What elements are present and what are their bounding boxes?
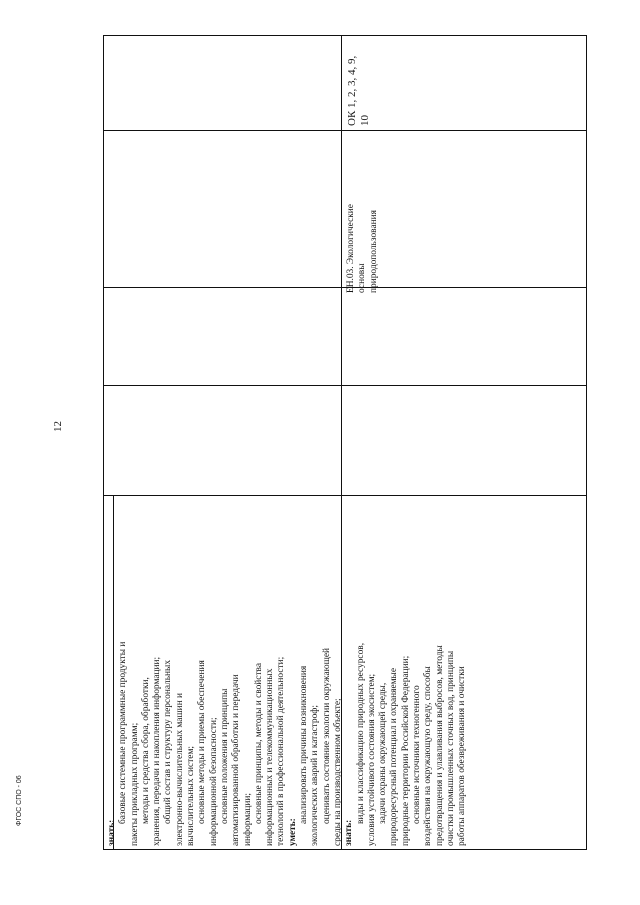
requirement-line: среды на производственном объекте; [332,698,343,846]
requirement-line: экологических аварий и катастроф; [310,705,321,846]
requirement-line: вычислительных систем; [186,745,197,846]
requirement-line: оценивать состояние экологии окружающей [321,647,332,824]
competency-cell [346,36,386,126]
requirement-line: базовые системные программные продукты и [118,641,129,824]
requirement-line: очистки промышленных сточных вод, принципы [445,650,456,846]
discipline-line: природопользования [368,210,379,293]
competency-line: 10 [359,115,371,126]
requirement-line: задачи охраны окружающей среды, [378,682,389,824]
requirement-line: анализировать причины возникновения [299,665,310,824]
requirement-line: информационных и телекоммуникационных [265,668,276,846]
requirement-line: воздействия на окружающую среду, способы [423,666,434,846]
column-divider [103,385,587,386]
discipline-line: основы [357,263,368,293]
competency-line: ОК 1, 2, 3, 4, 9, [346,55,358,126]
table-border-top [103,35,587,36]
requirement-line: технологий в профессиональной деятельности; [276,656,287,846]
footer-standard-code: ФГОС СПО - 06 [16,775,23,826]
requirement-line: основные положения и принципы [219,688,230,824]
requirement-line: предотвращения и улавливания выбросов, методы [434,645,445,846]
requirement-line: знать: [107,819,117,846]
table-border-right [586,35,587,850]
requirement-line: основные принципы, методы и свойства [253,662,264,824]
requirement-line: работы аппаратов обезвреживания и очистки [457,666,468,846]
requirement-line: природные территории Российской Федерации; [400,655,411,846]
table-border-left [103,35,104,850]
requirement-line: электронно-вычислительных машин и [174,692,185,846]
discipline-cell [346,153,406,293]
requirement-line: автоматизированной обработки и передачи [231,674,242,846]
table-border-bottom [103,849,587,850]
discipline-line: ЕН.03. Экологические [346,204,356,293]
requirement-line: информационной безопасности; [208,717,219,846]
requirement-line: методы и средства сбора, обработки, [140,677,151,824]
requirement-line: пакеты прикладных программ; [129,722,140,846]
requirement-line: знать: [344,819,355,846]
column-divider [103,130,587,131]
requirements-cell [107,466,577,846]
requirement-line: основные методы и приемы обеспечения [197,660,208,824]
requirement-line: общий состав и структуру персональных [163,659,174,824]
column-divider [103,287,587,288]
requirement-line: природоресурсный потенциал и охраняемые [389,667,400,846]
requirement-line: уметь: [287,818,298,846]
requirement-line: основные источники техногенного [412,685,423,824]
requirement-line: хранения, передачи и накопления информации; [152,656,163,846]
requirement-line: условия устойчивого состояния экосистем; [366,673,377,846]
requirement-line: виды и классификацию природных ресурсов, [355,642,366,824]
page-number: 12 [52,421,64,432]
requirement-line: информации; [242,792,253,846]
